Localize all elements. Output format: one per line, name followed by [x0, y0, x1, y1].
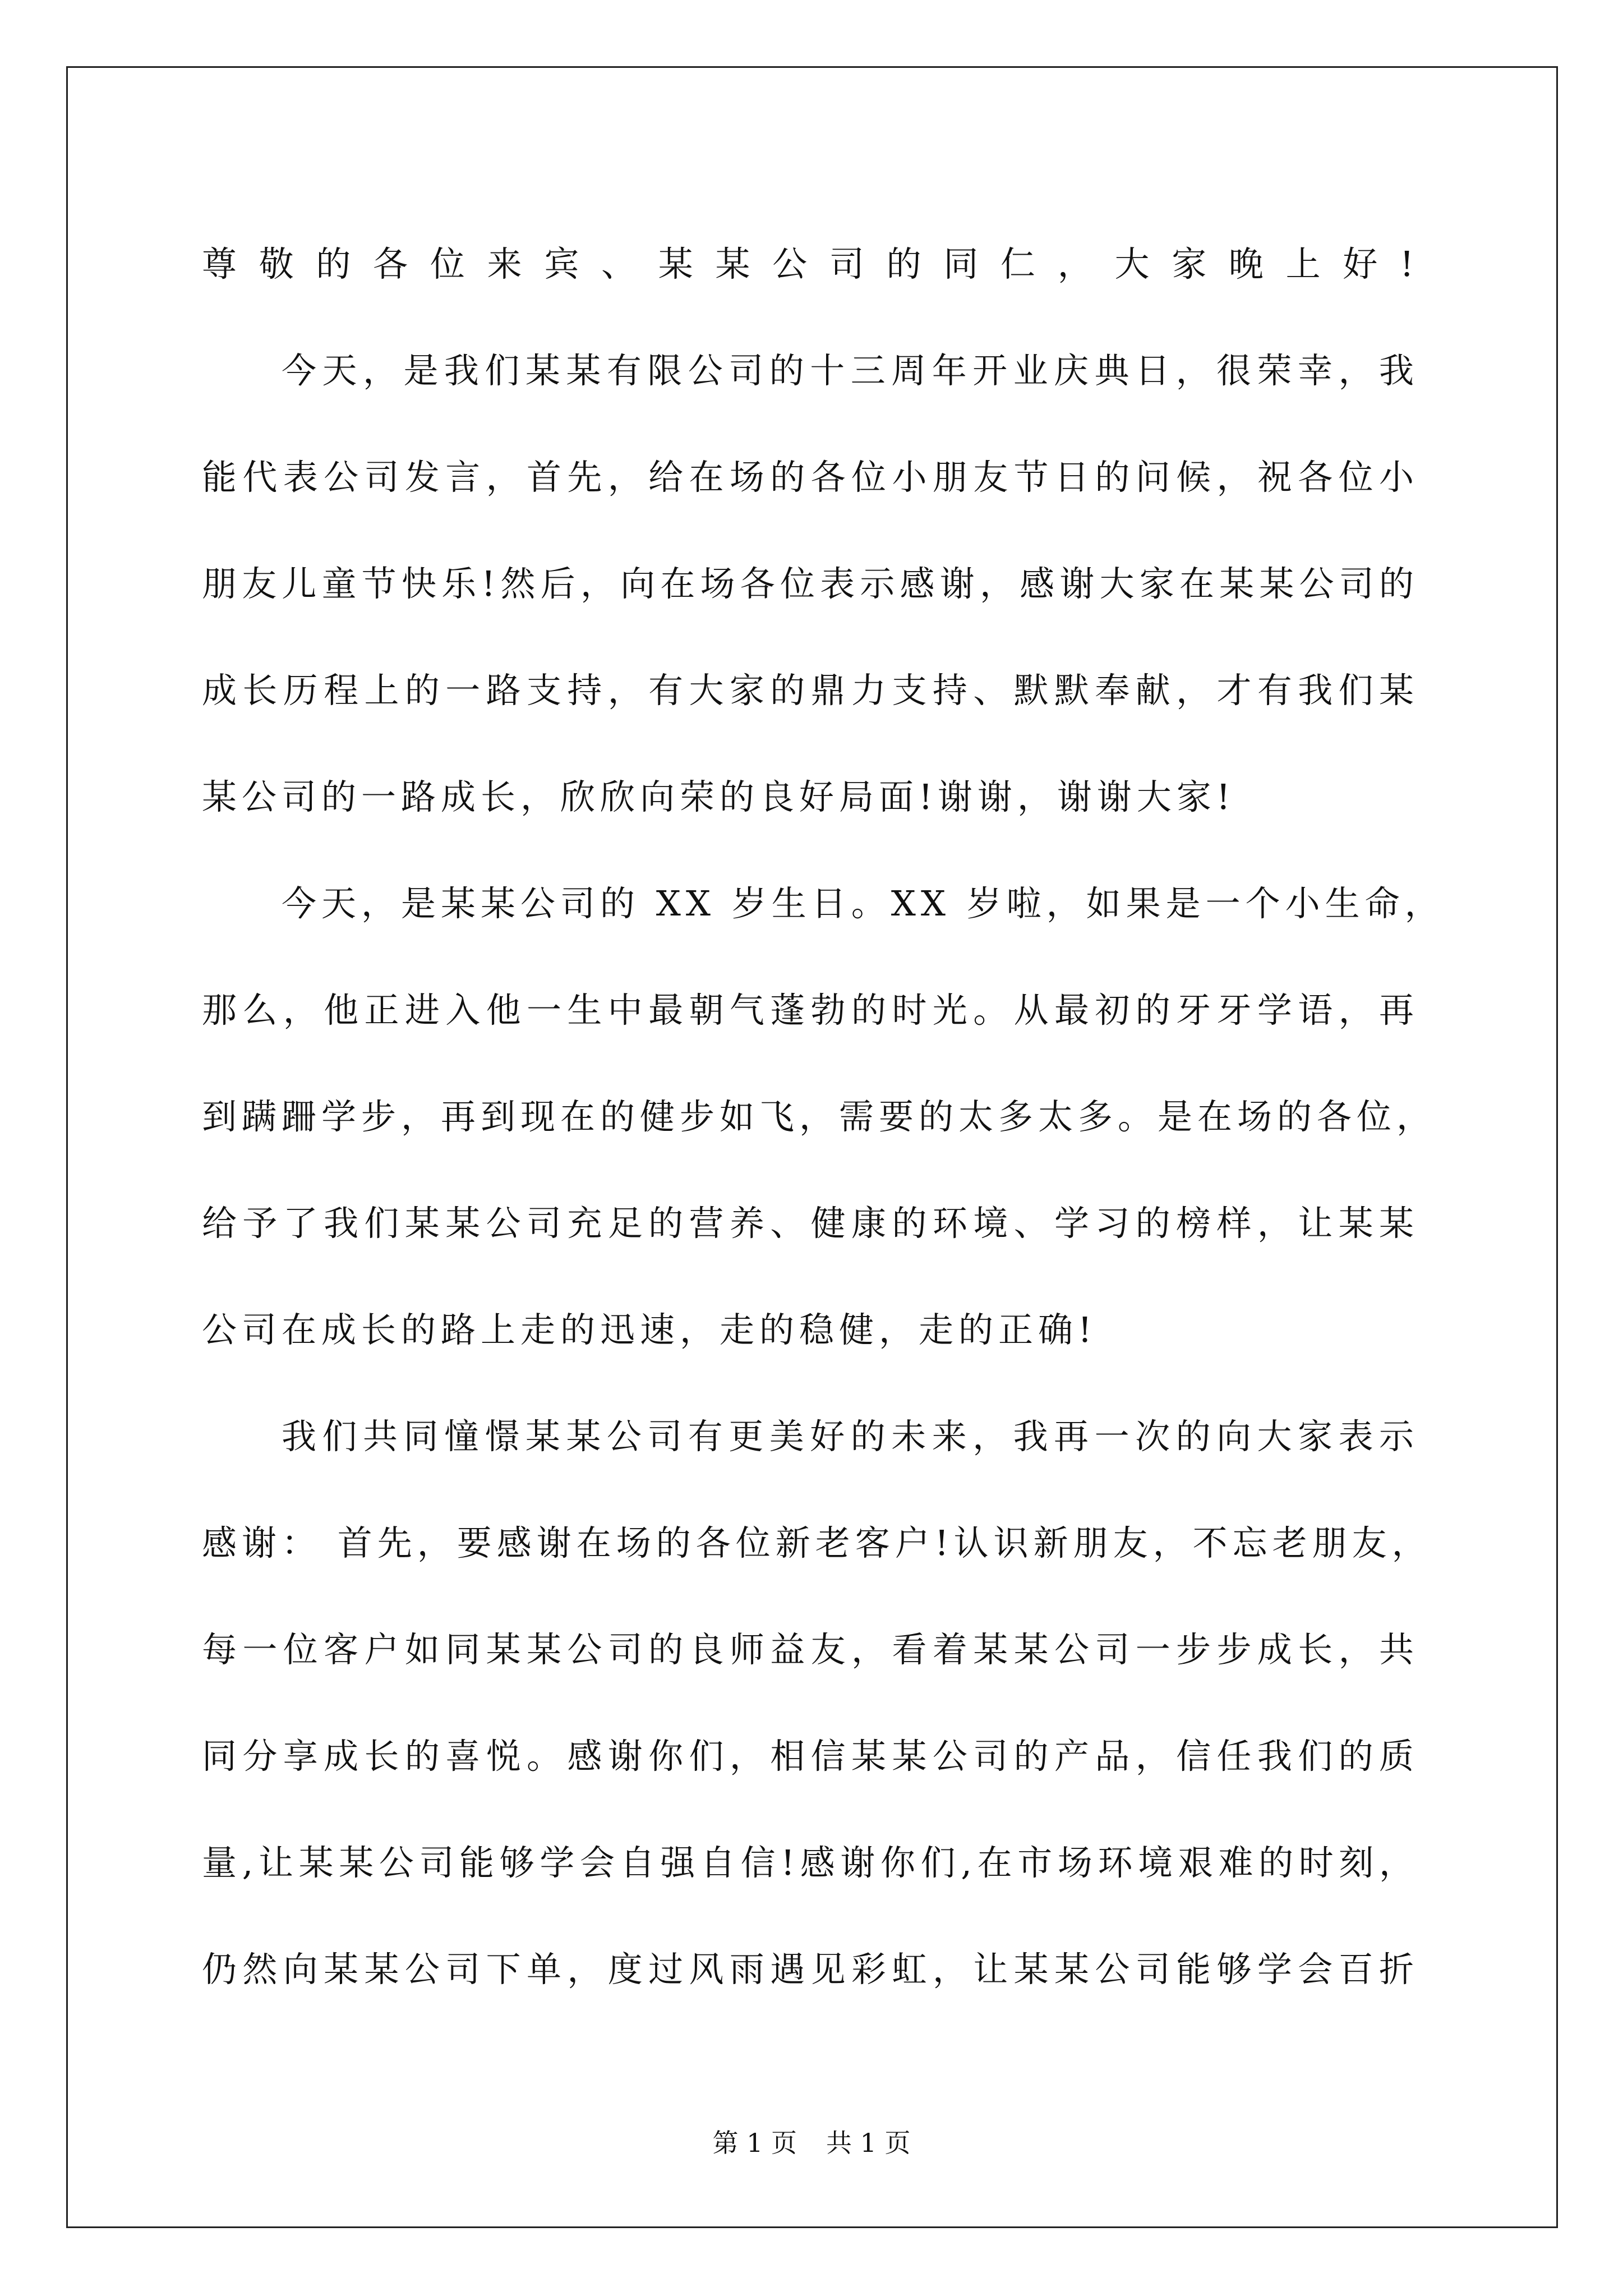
page-number: 第 1 页 [712, 2128, 797, 2158]
paragraph-line: 朋友儿童节快乐!然后，向在场各位表示感谢，感谢大家在某某公司的 [202, 563, 1419, 604]
page-footer [0, 2126, 1623, 2160]
paragraph-line: 今天，是某某公司的 XX 岁生日。XX 岁啦，如果是一个小生命， [282, 883, 1445, 924]
paragraph-line: 今天，是我们某某有限公司的十三周年开业庆典日，很荣幸，我 [282, 350, 1419, 391]
paragraph-line: 成长历程上的一路支持，有大家的鼎力支持、默默奉献，才有我们某 [202, 670, 1419, 711]
document-body [202, 211, 1445, 2023]
paragraph-line: 感谢： 首先，要感谢在场的各位新老客户!认识新朋友，不忘老朋友， [202, 1522, 1432, 1563]
paragraph-line: 仍然向某某公司下单，度过风雨遇见彩虹，让某某公司能够学会百折 [202, 1949, 1419, 1990]
paragraph-line: 量,让某某公司能够学会自强自信!感谢你们,在市场环境艰难的时刻， [202, 1842, 1419, 1883]
paragraph-line: 那么，他正进入他一生中最朝气蓬勃的时光。从最初的牙牙学语，再 [202, 990, 1419, 1030]
paragraph-line: 每一位客户如同某某公司的良师益友，看着某某公司一步步成长，共 [202, 1629, 1419, 1670]
greeting-line: 尊敬的各位来宾、某某公司的同仁，大家晚上好! [202, 243, 1419, 284]
page-total: 共 1 页 [826, 2128, 911, 2158]
paragraph-line: 某公司的一路成长，欣欣向荣的良好局面!谢谢，谢谢大家! [202, 776, 1235, 817]
paragraph-line: 能代表公司发言，首先，给在场的各位小朋友节日的问候，祝各位小 [202, 457, 1419, 498]
paragraph-line: 同分享成长的喜悦。感谢你们，相信某某公司的产品，信任我们的质 [202, 1736, 1419, 1777]
paragraph-line: 给予了我们某某公司充足的营养、健康的环境、学习的榜样，让某某 [202, 1203, 1419, 1244]
paragraph-line: 公司在成长的路上走的迅速，走的稳健，走的正确! [202, 1309, 1097, 1350]
paragraph-line: 我们共同憧憬某某公司有更美好的未来，我再一次的向大家表示 [282, 1416, 1419, 1457]
paragraph-line: 到蹒跚学步，再到现在的健步如飞，需要的太多太多。是在场的各位， [202, 1096, 1437, 1137]
